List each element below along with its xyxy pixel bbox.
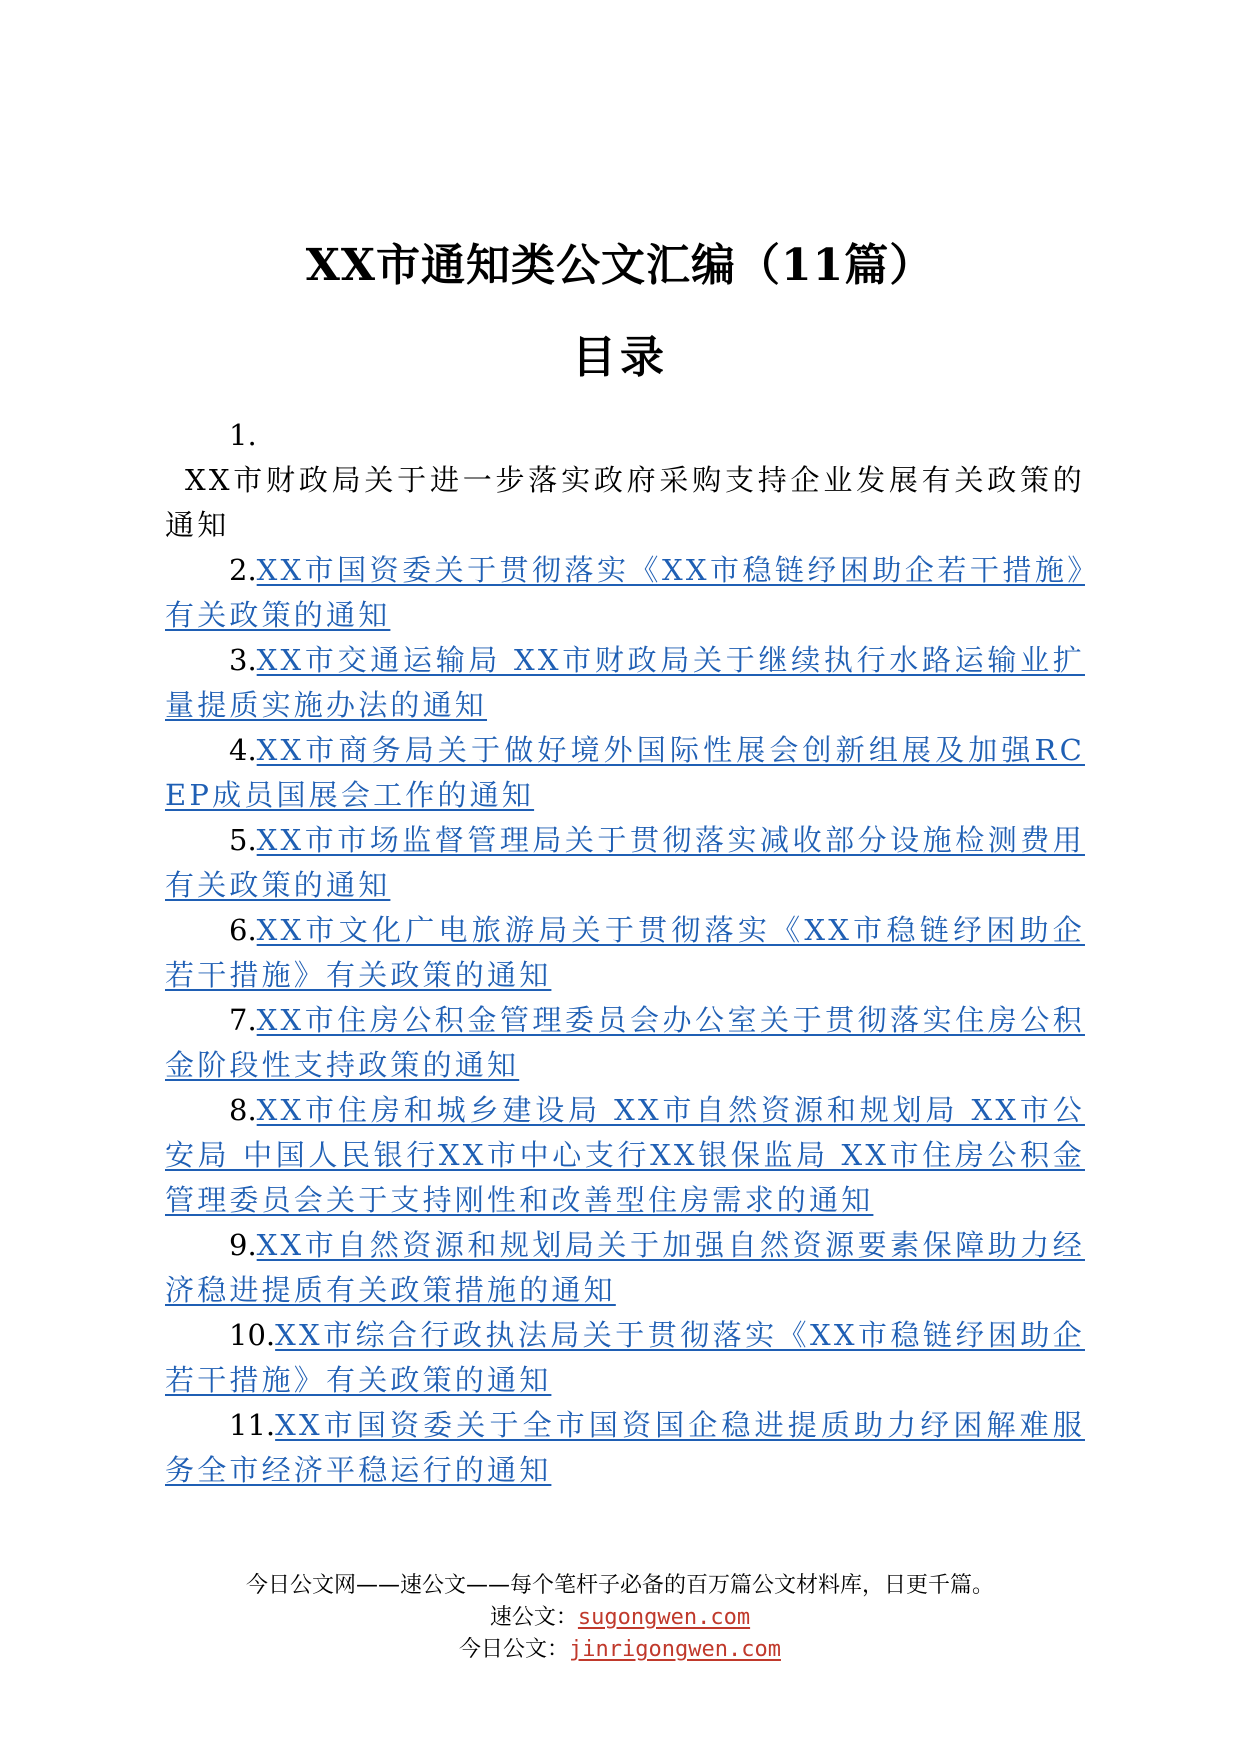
toc-item-6 (165, 908, 1085, 998)
toc-item-number: 10. (229, 1318, 276, 1352)
toc-link[interactable]: XX市交通运输局 XX市财政局关于继续执行水路运输业扩量提质实施办法的通知 (165, 643, 1085, 722)
toc-link[interactable]: XX市商务局关于做好境外国际性展会创新组展及加强RCEP成员国展会工作的通知 (165, 733, 1085, 812)
toc-link[interactable]: XX市自然资源和规划局关于加强自然资源要素保障助力经济稳进提质有关政策措施的通知 (165, 1228, 1085, 1307)
toc-link[interactable]: XX市市场监督管理局关于贯彻落实减收部分设施检测费用有关政策的通知 (165, 823, 1085, 902)
toc-link[interactable]: XX市文化广电旅游局关于贯彻落实《XX市稳链纾困助企若干措施》有关政策的通知 (165, 913, 1085, 992)
toc-item-number: 6. (229, 913, 257, 947)
toc-item-1 (165, 413, 1085, 548)
footer-site-2 (0, 1634, 1240, 1666)
toc-link[interactable]: XX市国资委关于全市国资国企稳进提质助力纾困解难服务全市经济平稳运行的通知 (165, 1408, 1085, 1487)
footer-site-1 (0, 1602, 1240, 1634)
toc-item-9 (165, 1223, 1085, 1313)
toc-item-number: 5. (229, 823, 257, 857)
toc-link[interactable]: XX市住房公积金管理委员会办公室关于贯彻落实住房公积金阶段性支持政策的通知 (165, 1003, 1085, 1082)
toc-item-4 (165, 728, 1085, 818)
footer-tagline: 今日公文网——速公文——每个笔杆子必备的百万篇公文材料库，日更千篇。 (245, 1573, 994, 1598)
toc-item-3 (165, 638, 1085, 728)
toc-item-number: 1. (229, 418, 257, 452)
footer-site-2-link[interactable]: jinrigongwen.com (569, 1637, 781, 1662)
toc-item-number: 4. (229, 733, 257, 767)
footer-site-1-link[interactable]: sugongwen.com (577, 1605, 751, 1630)
toc-link[interactable]: XX市住房和城乡建设局 XX市自然资源和规划局 XX市公安局 中国人民银行XX市中心支行XX银保监局 XX市住房公积金管理委员会关于支持刚性和改善型住房需求的通知 (165, 1093, 1085, 1217)
toc-item-number: 2. (229, 553, 257, 587)
toc-item-number: 9. (229, 1228, 257, 1262)
toc-item-number: 8. (229, 1093, 257, 1127)
toc-link[interactable]: XX市国资委关于贯彻落实《XX市稳链纾困助企若干措施》有关政策的通知 (165, 553, 1085, 632)
toc-item-number: 3. (229, 643, 257, 677)
toc-item-10 (165, 1313, 1085, 1403)
toc-heading: 目录 (572, 332, 668, 383)
toc-item-7 (165, 998, 1085, 1088)
page-title: XX市通知类公文汇编（11篇） (305, 240, 935, 291)
toc-item-5 (165, 818, 1085, 908)
toc-item-number: 11. (229, 1408, 276, 1442)
toc-item-number: 7. (229, 1003, 257, 1037)
table-of-contents (165, 413, 1085, 1493)
footer (0, 1570, 1240, 1666)
footer-site-2-label: 今日公文： (459, 1637, 570, 1662)
toc-link[interactable]: XX市综合行政执法局关于贯彻落实《XX市稳链纾困助企若干措施》有关政策的通知 (165, 1318, 1085, 1397)
toc-item-text: XX市财政局关于进一步落实政府采购支持企业发展有关政策的通知 (165, 463, 1085, 542)
toc-item-11 (165, 1403, 1085, 1493)
footer-site-1-label: 速公文： (489, 1605, 578, 1630)
toc-item-8 (165, 1088, 1085, 1223)
toc-item-2 (165, 548, 1085, 638)
